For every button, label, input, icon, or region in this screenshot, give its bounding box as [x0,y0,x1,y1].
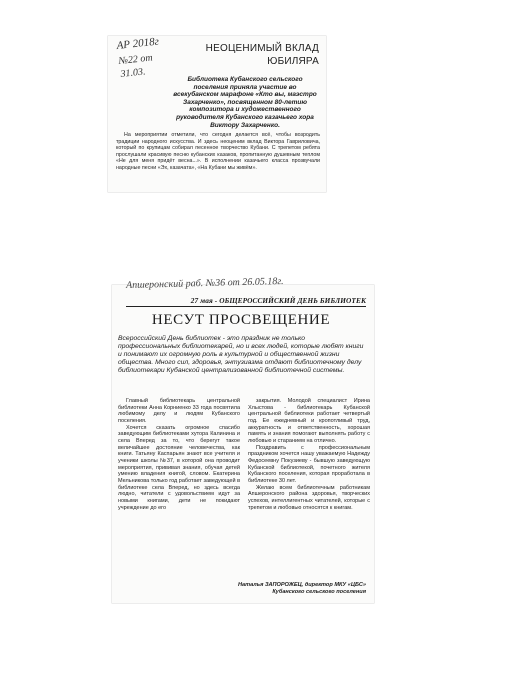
clipping-1-body: На мероприятии отметили, что сегодня делается всё, чтобы возродить традиции народного искусства. И здесь неоценим вклад Виктора Гавриловича, который по крупицам собирал песенное творчество Кубани. С трепетом ребята прослушали красивую песню кубанских казаков, пропитанную душевным теплом «Не для меня придёт весна...». В исполнении казачьего класса прозвучали народные песни «Эх, казачата», «На Кубани мы живём». [116,132,320,171]
paragraph: Главный библиотекарь центральной библиотеки Анна Корниенко 33 года посвятила любимому делу и людям Кубанского поселения. [118,398,240,424]
clipping-2-lead: Всероссийский День библиотек - это праздник не только профессиональных библиотекарей, но и всех людей, которые любят книги и понимают их огромную роль в культурной и общественной жизни общества. Много сил, здоровья, энтузиазма отдают библиотечному делу библиотекари Кубанской централизованной библиотечной системы. [118,335,364,374]
clipping-1-lead: Библиотека Кубанского сельского поселения приняла участие во всекубанском марафоне «Кто вы, маэстро Захарченко», посвященном 80-летию композитора и художественного руководителя Кубанского казачьего хора Виктору Захарченко. [173,76,317,129]
author-signature [170,582,366,595]
article-column-1 [118,398,240,511]
handwritten-note: Апшеронский раб. №36 от 26.05.18г. [125,275,284,292]
handwritten-note-line-2: №22 от [118,52,154,67]
section-header: 27 мая - ОБЩЕРОССИЙСКИЙ ДЕНЬ БИБЛИОТЕК [126,296,366,307]
headline-line-2: ЮБИЛЯРА [267,56,319,67]
signature-line-1: Наталья ЗАПОРОЖЕЦ, директор МКУ «ЦБС» [238,582,366,588]
paragraph: Хочется сказать огромное спасибо заведующим библиотеками хутора Калинина и села Вперед за то, что берегут такое величайшее достояние человечества, как книги. Татьяну Каспарьян знают все учителя и ученики школы №37, в которой она проводит мероприятия, прививая знания, обучая детей умению владения книгой, словом. Екатерина Мельникова только год работает заведующей в библиотеке села Вперед, но здесь всегда людно, читатели с удовольствием идут за новыми книгами, дети не покидают учреждение до его [118,424,240,511]
clipping-1-headline [179,42,319,68]
clipping-2-headline: НЕСУТ ПРОСВЕЩЕНИЕ [151,312,331,328]
headline-line-1: НЕОЦЕНИМЫЙ ВКЛАД [205,43,319,54]
newspaper-clipping-2 [112,275,374,603]
paragraph: закрытия. Молодой специалист Ирина Хлыстова - библиотекарь Кубанской центральной библиотеки работает четвертый год. Ее ежедневный и кропотливый труд, аккуратность и ответственность, хорошая память и знания помогают выполнять работу с любовью и старанием на отлично. [248,398,370,444]
handwritten-note-line-3: 31.03. [120,66,147,80]
article-column-2 [248,398,370,511]
handwritten-note-line-1: АР 2018г [116,35,160,52]
paragraph: Желаю всем библиотечным работникам Апшеронского района здоровья, творческих успехов, интеллигентных читателей, которые с трепетом и любовью относятся к книгам. [248,484,370,511]
signature-line-2: Кубанского сельского поселения [272,588,366,595]
newspaper-clipping-1 [108,36,326,192]
paragraph: Поздравить с профессиональным праздником хочется нашу уважаемую Надежду Федосеевну Покузиеву - бывшую заведующую Кубанской библиотекой, почетного жителя Кубанского поселения, которая проработала в библиотеке 30 лет. [248,444,370,484]
